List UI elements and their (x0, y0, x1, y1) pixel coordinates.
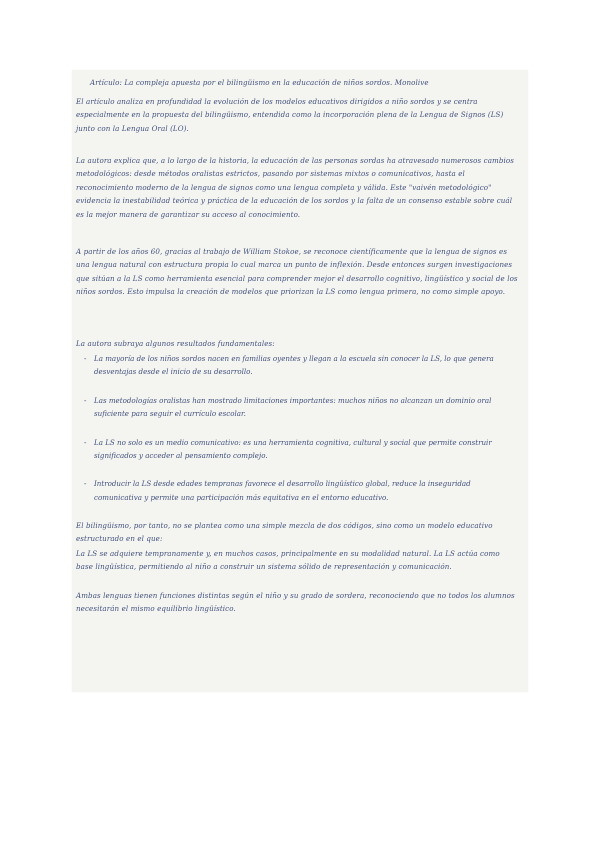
bullet-marker: - (84, 395, 87, 405)
paragraph-intro: El artículo analiza en profundidad la evolución de los modelos educativos dirigidos a niño sordos y se centra especialmente en la propuesta del bilingüismo, entendida como la incorporación plena de la Lengua de Signos (LS) junto con la Lengua Oral (LO). (76, 97, 504, 133)
list-item-text: La LS no solo es un medio comunicativo: es una herramienta cognitiva, cultural y social que permite construir significados y acceder al pensamiento complejo. (94, 437, 492, 461)
bullet-marker: - (84, 354, 87, 363)
bullet-marker: - (84, 479, 87, 489)
list-item-text: Las metodologías oralistas han mostrado limitaciones importantes: muchos niños no alcanzan un dominio oral suficiente para seguir el currículo escolar. (94, 395, 492, 419)
results-list (84, 352, 520, 519)
document-title: Artículo: La compleja apuesta por el bilingüismo en la educación de niños sordos. Monolive (90, 78, 429, 87)
paragraph-bilingualism: El bilingüismo, por tanto, no se plantea como una simple mezcla de dos códigos, sino como un modelo educativo estructurado en el que: (76, 521, 493, 544)
list-item-text: La mayoría de los niños sordos nacen en familias oyentes y llegan a la escuela sin conocer la LS, lo que genera desventajas desde el inicio de su desarrollo. (94, 354, 494, 377)
paragraph-history: La autora explica que, a lo largo de la historia, la educación de las personas sordas ha atravesado numerosos cambios metodológicos: desde métodos oralistas estrictos, pasando por sistemas mixtos o comunicativos, hasta el reconocimiento moderno de la lengua de signos como una lengua completa y válida. Este "vaivén metodológico" evidencia la inestabilidad teórica y práctica de la educación de los sordos y la falta de un consenso estable sobre cuál es la mejor manera de garantizar su acceso al conocimiento. (76, 156, 514, 219)
paragraph-conclusion: Ambas lenguas tienen funciones distintas según el niño y su grado de sordera, reconociendo que no todos los alumnos necesitarán el mismo equilibrio lingüístico. (76, 591, 515, 614)
paragraph-results-intro: La autora subraya algunos resultados fundamentales: (76, 339, 275, 348)
list-item (84, 477, 520, 504)
paragraph-ls-acquisition: La LS se adquiere tempranamente y, en muchos casos, principalmente en su modalidad natural. La LS actúa como base lingüística, permitiendo al niño a construir un sistema sólido de representación y comunicación. (76, 549, 500, 572)
bullet-marker: - (84, 437, 87, 447)
list-item (84, 352, 520, 379)
list-item-text: Introducir la LS desde edades tempranas favorece el desarrollo lingüístico global, reduce la inseguridad comunicativa y permite una participación más equitativa en el entorno educativo. (94, 479, 471, 502)
paragraph-stokoe: A partir de los años 60, gracias al trabajo de William Stokoe, se reconoce científicamente que la lengua de signos es una lengua natural con estructura propia lo cual marca un punto de inflexión. Desde entonces surgen investigaciones que sitúan a la LS como herramienta esencial para comprender mejor el desarrollo cognitivo, lingüístico y social de los niños sordos. Esto impulsa la creación de modelos que priorizan la LS como lengua primera, no como simple apoyo. (76, 247, 518, 297)
list-item (84, 394, 520, 421)
list-item (84, 436, 520, 463)
